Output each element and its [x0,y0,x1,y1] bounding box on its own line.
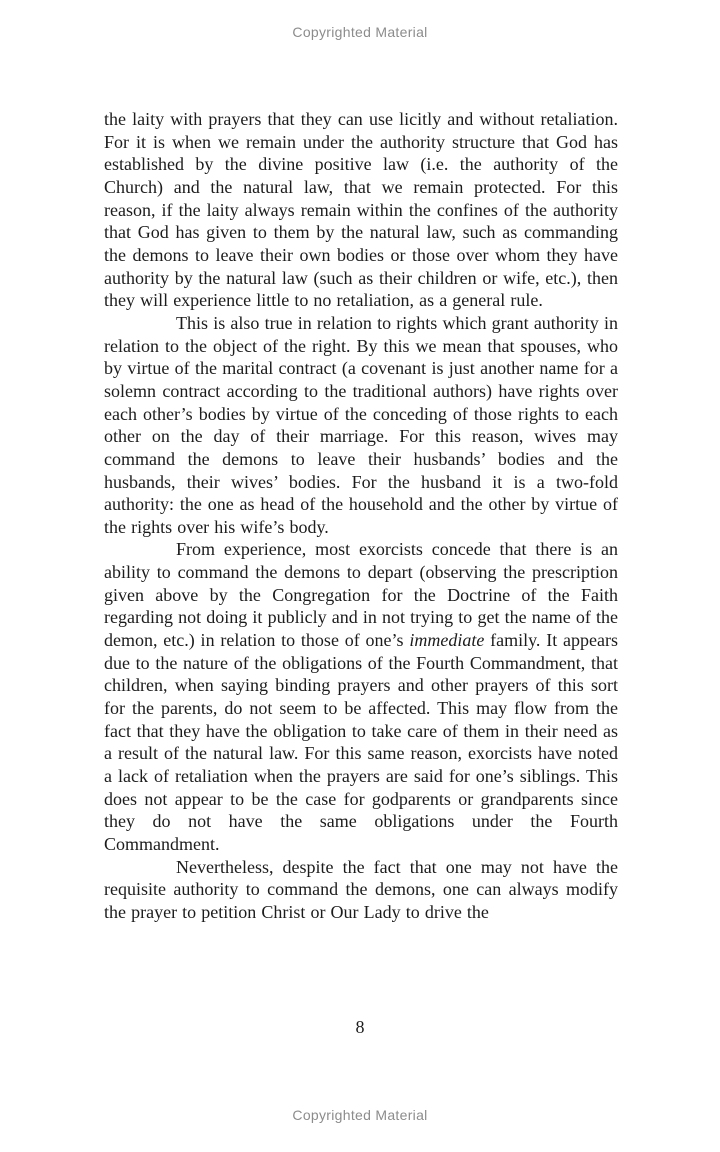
text-run: This is also true in relation to rights which grant authority in relation to the object of the right. By this we mean that spouses, who by virtue of the marital contract (a covenant is just another name for a solemn contract according to the traditional authors) have rights over each other’s bodies by virtue of the conceding of those rights to each other on the day of their marriage. For this reason, wives may command the demons to leave their husbands’ bodies and the husbands, their wives’ bodies. For the husband it is a two-fold authority: the one as head of the household and the other by virtue of the rights over his wife’s body. [104,312,618,537]
italic-text-run: immediate [409,630,485,651]
paragraph [104,856,618,924]
page-number: 8 [355,1017,365,1037]
paragraph [104,108,618,312]
text-run: Nevertheless, despite the fact that one may not have the requisite authority to command the demons, one can always modify the prayer to petition Christ or Our Lady to drive the [104,856,618,922]
paragraph [104,312,618,539]
text-run: From experience, most exorcists concede that there is an ability to command the demons to depart (observing the prescription given above by the Congregation for the Doctrine of the Faith regarding not doing it publicly and in not trying to get the name of the demon, etc.) in relation to those of one’s [104,539,618,651]
paragraph [104,538,618,855]
text-run: family. It appears due to the nature of the obligations of the Fourth Commandment, that children, when saying binding prayers and other prayers of this sort for the parents, do not seem to be affected. This may flow from the fact that they have the obligation to take care of them in their need as a result of the natural law. For this same reason, exorcists have noted a lack of retaliation when the prayers are said for one’s siblings. This does not appear to be the case for godparents or grandparents since they do not have the same obligations under the Fourth Commandment. [104,630,618,854]
copyright-notice-bottom: Copyrighted Material [292,1107,428,1123]
text-block [104,108,618,924]
copyright-notice-top: Copyrighted Material [292,24,428,40]
text-run: the laity with prayers that they can use licitly and without retaliation. For it is when we remain under the authority structure that God has established by the divine positive law (i.e. the authority of the Church) and the natural law, that we remain protected. For this reason, if the laity always remain within the confines of the authority that God has given to them by the natural law, such as commanding the demons to leave their own bodies or those over whom they have authority by the natural law (such as their children or wife, etc.), then they will experience little to no retaliation, as a general rule. [104,109,618,311]
